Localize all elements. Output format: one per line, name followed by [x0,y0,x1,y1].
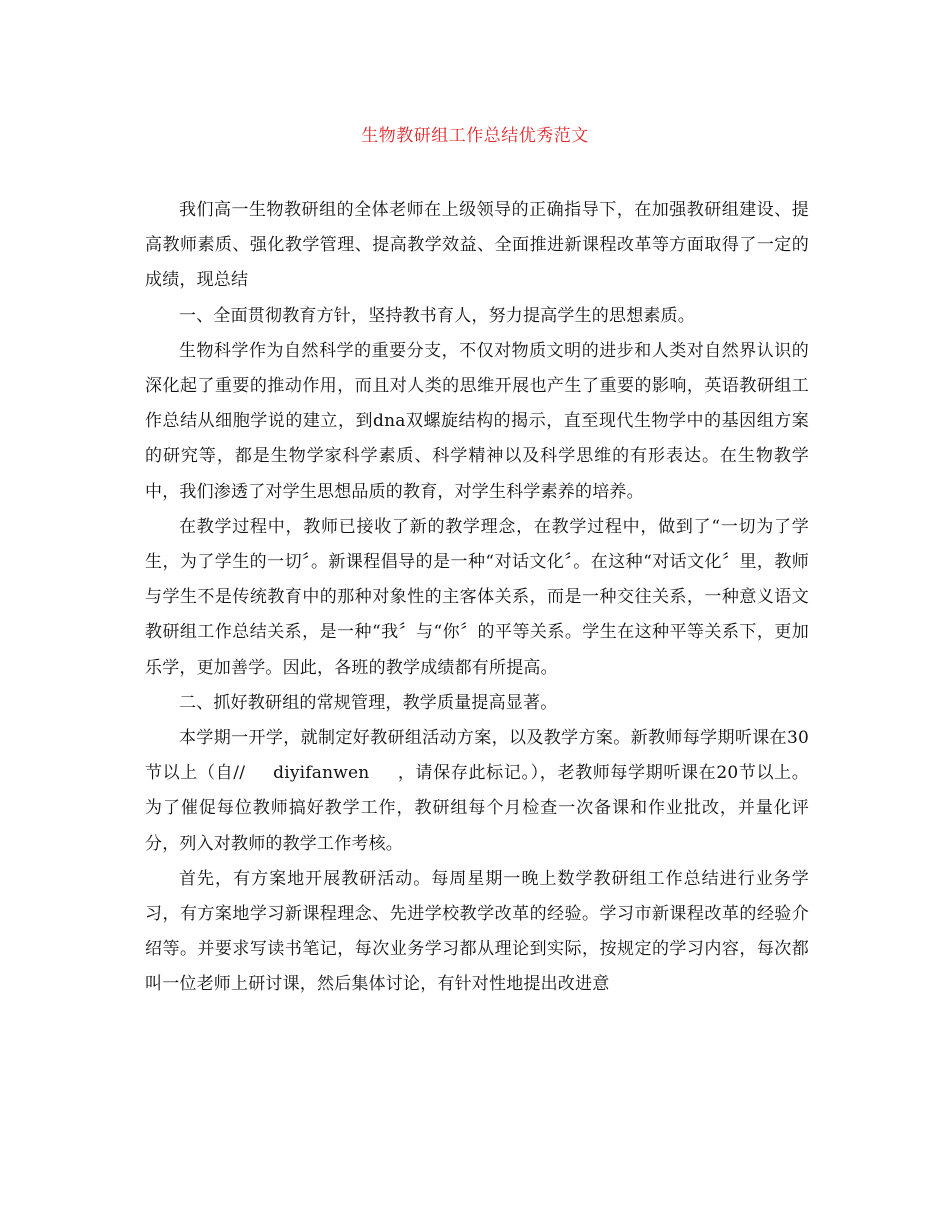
site-mark: diyifanwen [273,763,370,784]
paragraph-intro: 我们高一生物教研组的全体老师在上级领导的正确指导下，在加强教研组建设、提高教师素质、强化教学管理、提高教学效益、全面推进新课程改革等方面取得了一定的成绩，现总结 [145,200,809,291]
heading-section-2: 二、抓好教研组的常规管理，教学质量提高显著。 [179,692,558,713]
paragraph-biology-science: 生物科学作为自然科学的重要分支，不仅对物质文明的进步和人类对自然界认识的深化起了重要的推动作用，而且对人类的思维开展也产生了重要的影响，英语教研组工作总结从细胞学说的建立，到dna双螺旋结构的揭示，直至现代生物学中的基因组方案的研究等，都是生物学家科学素质、科学精神以及科学思维的有形表达。在生物教学中，我们渗透了对学生思想品质的教育，对学生科学素养的培养。 [145,340,809,502]
document-title: 生物教研组工作总结优秀范文 [361,126,589,146]
paragraph-teaching-process: 在教学过程中，教师已接收了新的教学理念，在教学过程中，做到了“一切为了学生，为了学生的一切〞。新课程倡导的是一种“对话文化〞。在这种“对话文化〞里，教师与学生不是传统教育中的那种对象性的主客体关系，而是一种交往关系，一种意义语文教研组工作总结关系，是一种“我〞与“你〞的平等关系。学生在这种平等关系下，更加乐学，更加善学。因此，各班的教学成绩都有所提高。 [145,516,809,678]
paragraph-semester-plan-end: ，请保存此标记。），老教师每学期听课在20节以上。为了催促每位教师搞好教学工作，教研组每个月检查一次备课和作业批改，并量化评分，列入对教师的教学工作考核。 [145,763,809,854]
document-body [145,193,809,1003]
paragraph-teaching-research: 首先，有方案地开展教研活动。每周星期一晚上数学教研组工作总结进行业务学习，有方案地学习新课程理念、先进学校教学改革的经验。学习市新课程改革的经验介绍等。并要求写读书笔记，每次业务学习都从理论到实际，按规定的学习内容，每次都叫一位老师上研讨课，然后集体讨论，有针对性地提出改进意 [145,868,809,995]
paragraph-semester-plan [145,721,809,862]
heading-section-1: 一、全面贯彻教育方针，坚持教书育人，努力提高学生的思想素质。 [179,305,695,326]
paragraph-semester-plan-start: 本学期一开学，就制定好教研组活动方案，以及教学方案。新教师每学期听课在30节以上（自// [145,728,809,784]
